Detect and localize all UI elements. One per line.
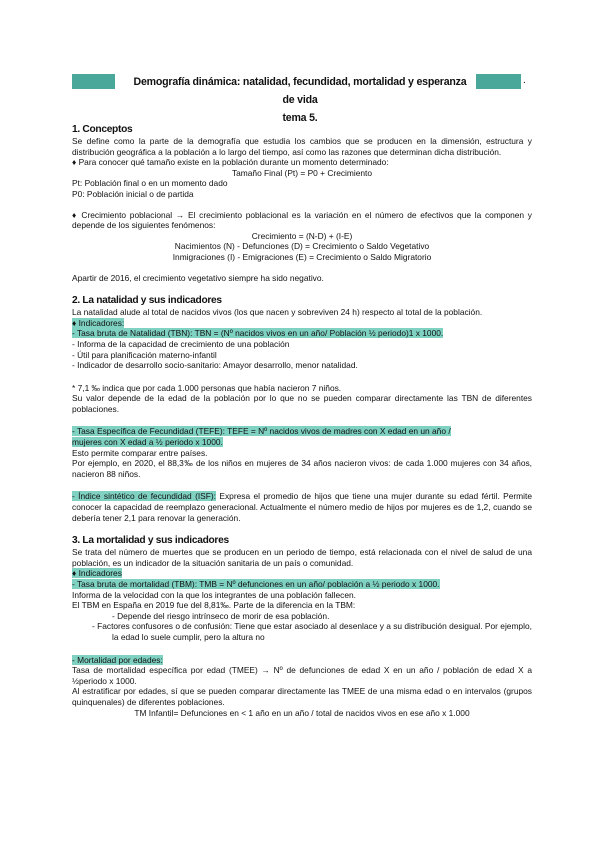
s1-p0: P0: Población inicial o de partida bbox=[72, 188, 194, 199]
s3-spain: El TBM en España en 2019 fue del 8,81‰. Parte de la diferencia en la TBM: bbox=[72, 600, 356, 611]
s3-dash-1: - Depende del riesgo intrínseco de morir de esa población. bbox=[112, 610, 330, 621]
s2-isf-label: - Índice sintético de fecundidad (ISF): bbox=[72, 491, 216, 502]
section-3-heading: 3. La mortalidad y sus indicadores bbox=[72, 535, 229, 547]
s3-tbm-formula: - Tasa bruta de mortalidad (TBM): TMB = Nº defunciones en un año/ población a ½ periodo x 1000. bbox=[72, 579, 440, 589]
title-line: Demografía dinámica: natalidad, fecundidad, mortalidad y esperanza de vida bbox=[133, 76, 467, 106]
header-right-bar bbox=[476, 74, 521, 89]
s1-question: ♦ Para conocer qué tamaño existe en la población durante un momento determinado: bbox=[72, 157, 389, 168]
s1-formula-growth: Crecimiento = (N-D) + (I-E) bbox=[251, 230, 353, 241]
s3-age-mortality-label: - Mortalidad por edades: bbox=[72, 654, 163, 665]
s3-intro: Se trata del número de muertes que se producen en un periodo de tiempo, está relacionada con el nivel de salud de una población, es un indicador de la situación sanitaria de un país o comunidad. bbox=[72, 547, 532, 568]
s1-formula: Tamaño Final (Pt) = P0 + Crecimiento bbox=[231, 167, 373, 178]
s1-pt: Pt: Población final o en un momento dado bbox=[72, 178, 228, 189]
subtitle-line: tema 5. bbox=[282, 112, 318, 124]
s2-bullet-1: - Informa de la capacidad de crecimiento de una población bbox=[72, 338, 290, 349]
section-1-heading: 1. Conceptos bbox=[72, 124, 133, 135]
s2-isf-text: Expresa el promedio de hijos que tiene una mujer durante su edad fértil. Permite conocer la capacidad de reemplazo generacional. Actualmente el número medio de hijos por mujeres es de 1,2, cuando se debería tener 2,1 para renovar la generación. bbox=[72, 491, 532, 523]
s2-compare: Esto permite comparar entre países. bbox=[72, 447, 208, 458]
s2-tefe-line-1: - Tasa Específica de Fecundidad (TEFE): TEFE = Nº nacidos vivos de madres con X edad en un año / bbox=[72, 426, 451, 437]
s2-bullet-2: - Útil para planificación materno-infantil bbox=[72, 349, 217, 360]
s3-info: Informa de la velocidad con la que los integrantes de una población fallecen. bbox=[72, 589, 357, 600]
section-2-heading: 2. La natalidad y sus indicadores bbox=[72, 295, 222, 307]
document-body bbox=[72, 124, 532, 718]
s3-dash-2: - Factores confusores o de confusión: Tiene que estar asociado al desenlace y a su distribución desigual. Por ejemplo, la edad lo suele cumplir, pero la altura no bbox=[92, 621, 532, 642]
s3-stratify: Al estratificar por edades, sí que se pueden comparar directamente las TMEE de una misma edad o en intervalos (grupos quinquenales) de diferentes poblaciones. bbox=[72, 686, 532, 707]
s3-infant-mortality: TM Infantil= Defunciones en < 1 año en un año / total de nacidos vivos en ese año x 1.000 bbox=[134, 707, 470, 718]
s2-example-2: Por ejemplo, en 2020, el 88,3‰ de los niños en mujeres de 34 años nacieron vivos: de cada 1.000 mujeres con 34 años, nacieron 88 niños. bbox=[72, 458, 532, 479]
s2-intro: La natalidad alude al total de nacidos vivos (los que nacen y sobreviven 24 h) respecto al total de la población. bbox=[72, 307, 483, 318]
s2-indicators-label: ♦ Indicadores: bbox=[72, 317, 125, 328]
s1-note: Apartir de 2016, el crecimiento vegetativo siempre ha sido negativo. bbox=[72, 272, 324, 283]
s1-formula-migratory: Inmigraciones (I) - Emigraciones (E) = Crecimiento o Saldo Migratorio bbox=[172, 251, 432, 262]
s1-intro: Se define como la parte de la demografía que estudia los cambios que se producen en la dimensión, estructura y distribución geográfica a la población a lo largo del tiempo, así como las razones que determinan dicha distribución. bbox=[72, 136, 532, 157]
header-left-bar bbox=[72, 74, 115, 89]
header-dot: . bbox=[523, 75, 526, 86]
s2-example: * 7,1 ‰ indica que por cada 1.000 personas que había nacieron 7 niños. bbox=[72, 382, 342, 393]
s2-tbn-formula: - Tasa bruta de Natalidad (TBN): TBN = (Nº nacidos vivos en un año/ Población ½ periodo)1 x 1000. bbox=[72, 328, 444, 339]
s3-tmee: Tasa de mortalidad específica por edad (TMEE) → Nº de defunciones de edad X en un año / población de edad X a ½periodo x 1000. bbox=[72, 665, 532, 686]
s2-bullet-3: - Indicador de desarrollo socio-sanitario: Amayor desarrollo, menor natalidad. bbox=[72, 360, 358, 371]
document-title bbox=[127, 73, 473, 127]
s2-tefe-line-2: mujeres con X edad a ½ periodo x 1000. bbox=[72, 437, 223, 448]
s1-growth: ♦ Crecimiento poblacional → El crecimiento poblacional es la variación en el número de efectivos que la componen y depende de los siguientes fenómenos: bbox=[72, 209, 532, 231]
s1-formula-vegetative: Nacimientos (N) - Defunciones (D) = Crecimiento o Saldo Vegetativo bbox=[174, 241, 430, 252]
s2-dependence: Su valor depende de la edad de la población por lo que no se pueden comparar directamente las TBN de diferentes poblaciones. bbox=[72, 393, 532, 414]
s3-indicators-label: ♦ Indicadores bbox=[72, 568, 122, 579]
